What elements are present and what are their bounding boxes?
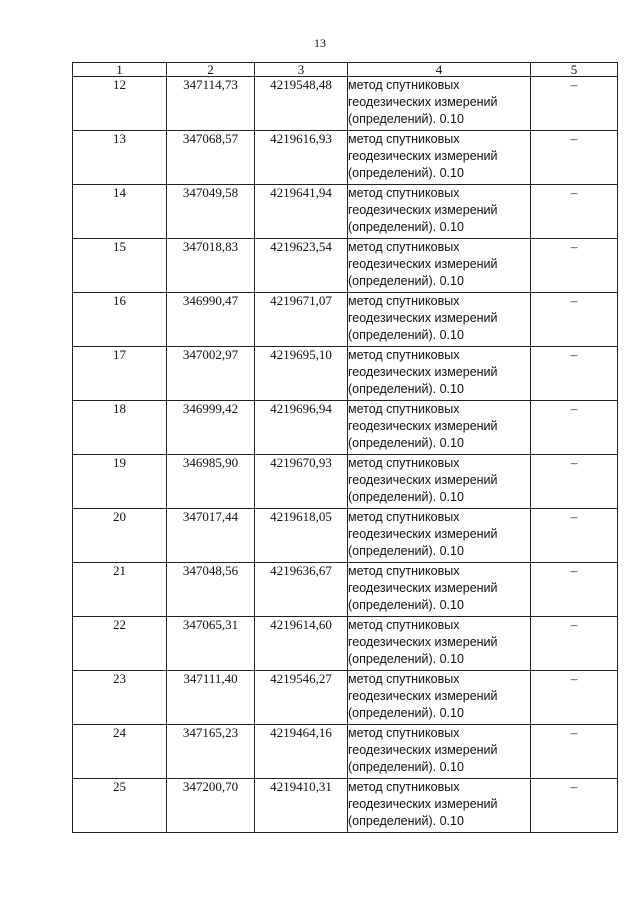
point-number: 20 — [73, 509, 167, 563]
table-row — [73, 347, 618, 401]
table-row — [73, 185, 618, 239]
table-row — [73, 671, 618, 725]
column-5-value: – — [531, 617, 618, 671]
y-coordinate: 4219670,93 — [255, 455, 348, 509]
point-number: 25 — [73, 779, 167, 833]
x-coordinate: 347049,58 — [167, 185, 255, 239]
column-5-value: – — [531, 347, 618, 401]
column-5-value: – — [531, 671, 618, 725]
method-description: метод спутниковых геодезических измерений (определений). 0.10 — [348, 239, 531, 293]
table-row — [73, 617, 618, 671]
method-description: метод спутниковых геодезических измерений (определений). 0.10 — [348, 671, 531, 725]
point-number: 23 — [73, 671, 167, 725]
y-coordinate: 4219623,54 — [255, 239, 348, 293]
point-number: 21 — [73, 563, 167, 617]
y-coordinate: 4219548,48 — [255, 77, 348, 131]
column-5-value: – — [531, 725, 618, 779]
column-header: 1 — [73, 63, 167, 77]
x-coordinate: 347018,83 — [167, 239, 255, 293]
point-number: 18 — [73, 401, 167, 455]
column-5-value: – — [531, 77, 618, 131]
x-coordinate: 347165,23 — [167, 725, 255, 779]
y-coordinate: 4219671,07 — [255, 293, 348, 347]
x-coordinate: 347048,56 — [167, 563, 255, 617]
point-number: 15 — [73, 239, 167, 293]
column-header: 2 — [167, 63, 255, 77]
method-description: метод спутниковых геодезических измерений (определений). 0.10 — [348, 347, 531, 401]
table-row — [73, 725, 618, 779]
table-row — [73, 779, 618, 833]
coordinates-table — [72, 62, 618, 833]
column-5-value: – — [531, 401, 618, 455]
y-coordinate: 4219696,94 — [255, 401, 348, 455]
x-coordinate: 346990,47 — [167, 293, 255, 347]
x-coordinate: 346999,42 — [167, 401, 255, 455]
x-coordinate: 347002,97 — [167, 347, 255, 401]
column-header: 4 — [348, 63, 531, 77]
point-number: 17 — [73, 347, 167, 401]
y-coordinate: 4219616,93 — [255, 131, 348, 185]
point-number: 13 — [73, 131, 167, 185]
y-coordinate: 4219618,05 — [255, 509, 348, 563]
column-5-value: – — [531, 455, 618, 509]
method-description: метод спутниковых геодезических измерений (определений). 0.10 — [348, 185, 531, 239]
x-coordinate: 347200,70 — [167, 779, 255, 833]
column-5-value: – — [531, 185, 618, 239]
column-5-value: – — [531, 293, 618, 347]
point-number: 16 — [73, 293, 167, 347]
y-coordinate: 4219546,27 — [255, 671, 348, 725]
y-coordinate: 4219641,94 — [255, 185, 348, 239]
method-description: метод спутниковых геодезических измерений (определений). 0.10 — [348, 779, 531, 833]
method-description: метод спутниковых геодезических измерений (определений). 0.10 — [348, 77, 531, 131]
table-row — [73, 77, 618, 131]
column-5-value: – — [531, 563, 618, 617]
column-5-value: – — [531, 779, 618, 833]
table-row — [73, 131, 618, 185]
y-coordinate: 4219464,16 — [255, 725, 348, 779]
method-description: метод спутниковых геодезических измерений (определений). 0.10 — [348, 617, 531, 671]
table-row — [73, 509, 618, 563]
table-row — [73, 455, 618, 509]
y-coordinate: 4219614,60 — [255, 617, 348, 671]
point-number: 24 — [73, 725, 167, 779]
table-row — [73, 563, 618, 617]
column-header: 3 — [255, 63, 348, 77]
x-coordinate: 347068,57 — [167, 131, 255, 185]
column-5-value: – — [531, 239, 618, 293]
x-coordinate: 347017,44 — [167, 509, 255, 563]
method-description: метод спутниковых геодезических измерений (определений). 0.10 — [348, 293, 531, 347]
x-coordinate: 346985,90 — [167, 455, 255, 509]
y-coordinate: 4219695,10 — [255, 347, 348, 401]
x-coordinate: 347114,73 — [167, 77, 255, 131]
method-description: метод спутниковых геодезических измерений (определений). 0.10 — [348, 131, 531, 185]
column-5-value: – — [531, 131, 618, 185]
method-description: метод спутниковых геодезических измерений (определений). 0.10 — [348, 725, 531, 779]
point-number: 19 — [73, 455, 167, 509]
column-5-value: – — [531, 509, 618, 563]
method-description: метод спутниковых геодезических измерений (определений). 0.10 — [348, 563, 531, 617]
method-description: метод спутниковых геодезических измерений (определений). 0.10 — [348, 401, 531, 455]
page-number: 13 — [314, 36, 326, 50]
y-coordinate: 4219636,67 — [255, 563, 348, 617]
y-coordinate: 4219410,31 — [255, 779, 348, 833]
table-header-row — [73, 63, 618, 77]
x-coordinate: 347065,31 — [167, 617, 255, 671]
x-coordinate: 347111,40 — [167, 671, 255, 725]
method-description: метод спутниковых геодезических измерений (определений). 0.10 — [348, 509, 531, 563]
column-header: 5 — [531, 63, 618, 77]
point-number: 12 — [73, 77, 167, 131]
point-number: 14 — [73, 185, 167, 239]
method-description: метод спутниковых геодезических измерений (определений). 0.10 — [348, 455, 531, 509]
table-row — [73, 401, 618, 455]
table-row — [73, 293, 618, 347]
table-row — [73, 239, 618, 293]
point-number: 22 — [73, 617, 167, 671]
